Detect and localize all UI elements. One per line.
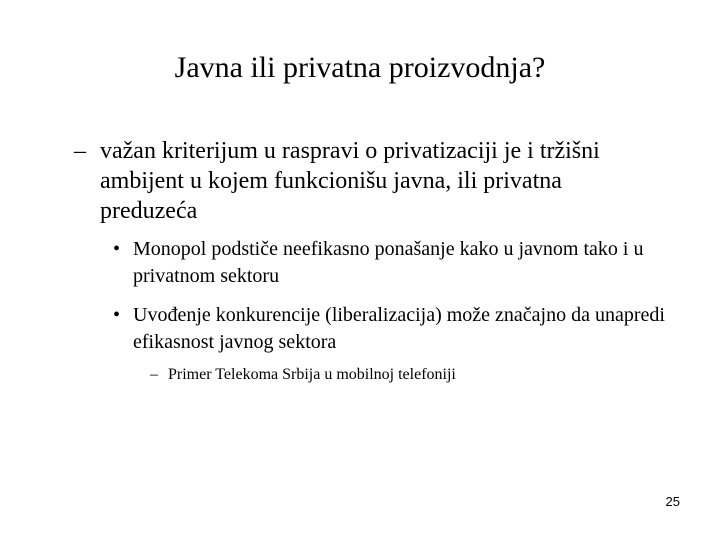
level2-text: Uvođenje konkurencije (liberalizacija) može značajno da unapredi efikasnost javnog sektora xyxy=(133,304,665,353)
level2-item xyxy=(113,302,673,356)
bullet-marker: • xyxy=(113,238,121,260)
slide-title: Javna ili privatna proizvodnja? xyxy=(174,51,546,84)
level2-item xyxy=(113,236,673,290)
level3-dash-marker: – xyxy=(150,366,158,383)
level1-item xyxy=(74,136,634,226)
bullet-marker: • xyxy=(113,304,121,326)
level3-item xyxy=(150,364,670,386)
level2-text: Monopol podstiče neefikasno ponašanje kako u javnom tako i u privatnom sektoru xyxy=(133,238,644,287)
level1-dash-marker: – xyxy=(74,138,86,164)
level1-text: važan kriterijum u raspravi o privatizaciji je i tržišni ambijent u kojem funkcionišu javna, ili privatna preduzeća xyxy=(100,138,600,224)
level3-text: Primer Telekoma Srbija u mobilnoj telefoniji xyxy=(168,366,456,383)
page-number: 25 xyxy=(665,494,680,509)
